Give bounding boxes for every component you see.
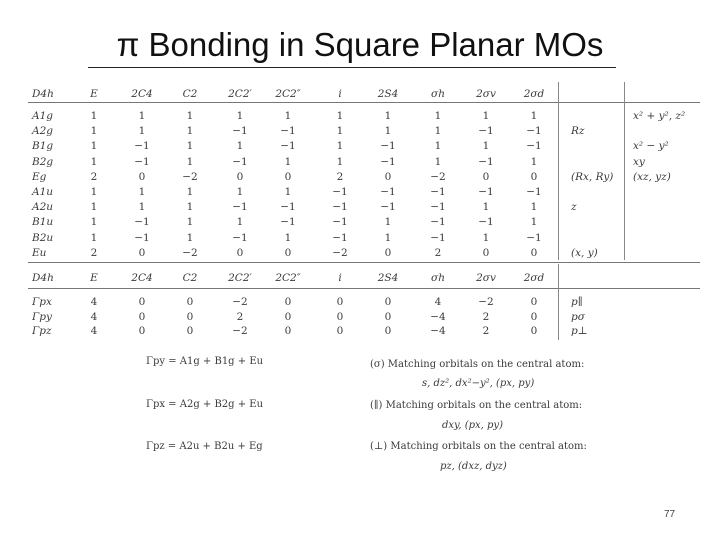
character-value: −1 xyxy=(280,125,296,138)
character-value: −2 xyxy=(182,170,198,183)
reducible-value: 4 xyxy=(90,296,98,308)
character-value: −1 xyxy=(332,201,348,214)
irrep-label: B2u xyxy=(32,231,54,244)
character-value: 2 xyxy=(90,170,98,183)
character-value: 1 xyxy=(434,155,442,168)
character-value: −1 xyxy=(232,155,248,168)
reducible-header-cell: D4h xyxy=(32,272,54,284)
character-value: −1 xyxy=(526,186,542,198)
table-divider xyxy=(558,264,559,340)
character-value: 1 xyxy=(434,140,442,153)
character-value: 0 xyxy=(138,246,146,259)
character-value: 0 xyxy=(284,246,292,259)
quadratic-function: (xz, yz) xyxy=(633,170,671,183)
reducible-value: 0 xyxy=(384,296,392,308)
reducible-value: 0 xyxy=(530,296,538,308)
reducible-value: 0 xyxy=(384,310,392,323)
reducible-value: 4 xyxy=(90,325,98,337)
character-value: 1 xyxy=(284,186,292,198)
irrep-label: B1u xyxy=(32,216,54,229)
character-value: 0 xyxy=(236,170,244,183)
table-header-cell: 2C2′ xyxy=(228,88,252,100)
character-value: −1 xyxy=(526,140,542,153)
character-value: 1 xyxy=(186,110,194,122)
character-value: −1 xyxy=(380,201,396,214)
character-value: 1 xyxy=(186,140,194,153)
character-value: 1 xyxy=(138,125,146,138)
character-value: 0 xyxy=(284,170,292,183)
character-value: 1 xyxy=(530,216,538,229)
character-value: −1 xyxy=(478,186,494,198)
character-value: 0 xyxy=(236,246,244,259)
character-value: −1 xyxy=(478,155,494,168)
character-value: 1 xyxy=(90,125,98,138)
character-value: 2 xyxy=(336,170,344,183)
reducible-value: 0 xyxy=(336,296,344,308)
reducible-label: Γpx xyxy=(32,296,52,308)
table-header-cell: 2S4 xyxy=(377,88,399,100)
reducible-header-cell: 2S4 xyxy=(377,272,399,284)
character-value: 1 xyxy=(186,186,194,198)
reduction-2-orbitals: dxy, (px, py) xyxy=(442,420,503,431)
reducible-value: 0 xyxy=(138,310,146,323)
character-value: 1 xyxy=(186,125,194,138)
reducible-header-cell: i xyxy=(338,272,342,284)
title-underline xyxy=(88,67,616,68)
orbital-type: pσ xyxy=(571,310,585,323)
irrep-label: Eg xyxy=(32,170,47,183)
table-rule xyxy=(28,262,700,263)
reducible-value: −2 xyxy=(232,296,248,308)
character-value: 0 xyxy=(530,170,538,183)
character-value: 1 xyxy=(336,140,344,153)
orbital-type: p⊥ xyxy=(571,325,588,337)
character-value: −1 xyxy=(280,201,296,214)
reducible-value: 0 xyxy=(336,310,344,323)
reduction-1-formula xyxy=(146,356,263,367)
character-value: 1 xyxy=(186,216,194,229)
character-value: 1 xyxy=(384,110,392,122)
character-value: 1 xyxy=(236,216,244,229)
reducible-value: 0 xyxy=(336,325,344,337)
irrep-label: A1g xyxy=(32,110,53,122)
reducible-value: 2 xyxy=(236,310,244,323)
character-value: 0 xyxy=(482,170,490,183)
character-value: −1 xyxy=(526,125,542,138)
reducible-value: 2 xyxy=(482,325,490,337)
table-header-cell: 2σd xyxy=(523,88,545,100)
reducible-header-cell: 2C4 xyxy=(131,272,153,284)
character-value: 1 xyxy=(90,216,98,229)
irrep-label: A2u xyxy=(32,201,54,214)
character-value: 1 xyxy=(138,186,146,198)
character-value: −1 xyxy=(280,140,296,153)
character-value: 1 xyxy=(186,231,194,244)
character-value: 1 xyxy=(434,110,442,122)
character-value: −1 xyxy=(232,201,248,214)
character-value: −1 xyxy=(332,216,348,229)
character-value: −1 xyxy=(430,186,446,198)
reducible-header-cell: 2σv xyxy=(476,272,496,284)
character-value: 1 xyxy=(138,201,146,214)
reducible-value: −2 xyxy=(232,325,248,337)
reduction-rhs: = A2u + B2u + Eg xyxy=(167,441,263,452)
character-value: −1 xyxy=(430,231,446,244)
reducible-label: Γpy xyxy=(32,310,52,323)
character-value: 1 xyxy=(236,140,244,153)
quadratic-function: xy xyxy=(633,155,645,168)
character-value: 1 xyxy=(90,201,98,214)
character-value: 1 xyxy=(90,231,98,244)
table-divider xyxy=(558,82,559,260)
reducible-label: Γpz xyxy=(32,325,52,337)
character-value: 0 xyxy=(384,246,392,259)
reducible-value: 0 xyxy=(284,325,292,337)
character-value: −1 xyxy=(478,216,494,229)
character-value: 0 xyxy=(138,170,146,183)
table-header-cell: 2C4 xyxy=(131,88,153,100)
reducible-header-cell: σh xyxy=(431,272,445,284)
character-value: −1 xyxy=(134,231,150,244)
character-value: −1 xyxy=(430,216,446,229)
table-rule xyxy=(28,288,700,289)
table-header-cell: 2σv xyxy=(476,88,496,100)
reducible-header-cell: E xyxy=(90,272,98,284)
character-value: 2 xyxy=(434,246,442,259)
character-value: −1 xyxy=(380,140,396,153)
reduction-rhs: = A1g + B1g + Eu xyxy=(168,356,264,367)
character-value: 1 xyxy=(530,110,538,122)
reducible-value: 0 xyxy=(384,325,392,337)
character-value: −1 xyxy=(280,216,296,229)
quadratic-function: x² − y² xyxy=(633,140,669,153)
reduction-2-formula xyxy=(146,399,263,410)
character-value: 1 xyxy=(530,155,538,168)
linear-function: (x, y) xyxy=(571,246,598,259)
linear-function: (Rx, Ry) xyxy=(571,170,614,183)
reduction-3-orbitals: pz, (dxz, dyz) xyxy=(440,461,507,472)
character-value: 1 xyxy=(434,125,442,138)
character-value: 0 xyxy=(384,170,392,183)
character-value: 1 xyxy=(482,140,490,153)
character-value: 1 xyxy=(384,231,392,244)
reducible-value: 0 xyxy=(138,325,146,337)
character-value: 1 xyxy=(138,110,146,122)
reduction-lhs: Γpy xyxy=(146,356,165,367)
character-value: 1 xyxy=(186,155,194,168)
character-value: 1 xyxy=(90,140,98,153)
character-value: −1 xyxy=(134,140,150,153)
character-value: 1 xyxy=(186,201,194,214)
character-value: −1 xyxy=(134,155,150,168)
character-value: 1 xyxy=(236,186,244,198)
reducible-value: 0 xyxy=(530,310,538,323)
linear-function: z xyxy=(571,201,577,214)
reducible-value: 0 xyxy=(284,310,292,323)
table-divider xyxy=(624,82,625,260)
character-value: 1 xyxy=(90,110,98,122)
table-header-cell: C2 xyxy=(182,88,198,100)
reduction-2-heading: (∥) Matching orbitals on the central atom: xyxy=(370,400,583,411)
character-value: −1 xyxy=(430,201,446,214)
reducible-header-cell: 2C2″ xyxy=(275,272,301,284)
character-value: 0 xyxy=(482,246,490,259)
slide-title: π Bonding in Square Planar MOs xyxy=(116,26,604,63)
reducible-value: 4 xyxy=(434,296,442,308)
reducible-value: 2 xyxy=(482,310,490,323)
character-value: 2 xyxy=(90,246,98,259)
character-value: −1 xyxy=(332,231,348,244)
character-value: 1 xyxy=(482,231,490,244)
reducible-value: −4 xyxy=(430,325,446,337)
table-header-cell: D4h xyxy=(32,88,54,100)
reduction-rhs: = A2g + B2g + Eu xyxy=(168,399,264,410)
character-value: −1 xyxy=(232,125,248,138)
character-value: −1 xyxy=(526,231,542,244)
irrep-label: A2g xyxy=(32,125,53,138)
reducible-value: 0 xyxy=(138,296,146,308)
character-value: 1 xyxy=(284,155,292,168)
reduction-1-heading: (σ) Matching orbitals on the central atom: xyxy=(370,359,585,370)
character-value: 1 xyxy=(384,216,392,229)
quadratic-function: x² + y², z² xyxy=(633,110,686,122)
reducible-header-cell: C2 xyxy=(182,272,198,284)
table-header-cell: E xyxy=(90,88,98,100)
page-number: 77 xyxy=(664,509,676,520)
reduction-3-heading: (⊥) Matching orbitals on the central atom: xyxy=(370,441,587,452)
reducible-value: 0 xyxy=(284,296,292,308)
character-value: −2 xyxy=(430,170,446,183)
character-value: 1 xyxy=(236,110,244,122)
character-value: 1 xyxy=(482,110,490,122)
reduction-lhs: Γpx xyxy=(146,399,165,410)
reducible-value: 0 xyxy=(186,296,194,308)
character-value: 1 xyxy=(336,125,344,138)
character-value: 1 xyxy=(284,231,292,244)
reducible-header-cell: 2C2′ xyxy=(228,272,252,284)
irrep-label: A1u xyxy=(32,186,54,198)
reducible-value: −4 xyxy=(430,310,446,323)
linear-function: Rz xyxy=(571,125,585,138)
irrep-label: B2g xyxy=(32,155,54,168)
character-value: 1 xyxy=(90,186,98,198)
irrep-label: Eu xyxy=(32,246,47,259)
reducible-value: −2 xyxy=(478,296,494,308)
table-header-cell: i xyxy=(338,88,342,100)
character-value: −1 xyxy=(380,155,396,168)
table-rule xyxy=(28,102,700,103)
orbital-type: p∥ xyxy=(571,296,583,308)
character-value: 1 xyxy=(336,155,344,168)
reducible-value: 4 xyxy=(90,310,98,323)
character-value: 1 xyxy=(384,125,392,138)
character-value: 1 xyxy=(482,201,490,214)
reducible-value: 0 xyxy=(530,325,538,337)
reduction-3-formula xyxy=(146,441,263,452)
reducible-value: 0 xyxy=(186,310,194,323)
irrep-label: B1g xyxy=(32,140,54,153)
table-header-cell: σh xyxy=(431,88,445,100)
character-value: −1 xyxy=(232,231,248,244)
reducible-header-cell: 2σd xyxy=(523,272,545,284)
character-table xyxy=(28,82,700,347)
character-value: −2 xyxy=(332,246,348,259)
character-value: 1 xyxy=(530,201,538,214)
character-value: 0 xyxy=(530,246,538,259)
character-value: 1 xyxy=(90,155,98,168)
character-value: −1 xyxy=(134,216,150,229)
character-value: 1 xyxy=(284,110,292,122)
reduction-lhs: Γpz xyxy=(146,441,165,452)
character-value: −2 xyxy=(182,246,198,259)
character-value: −1 xyxy=(332,186,348,198)
character-value: −1 xyxy=(380,186,396,198)
reduction-1-orbitals: s, dz², dx²−y², (px, py) xyxy=(422,378,535,389)
table-header-cell: 2C2″ xyxy=(275,88,301,100)
reducible-value: 0 xyxy=(186,325,194,337)
character-value: −1 xyxy=(478,125,494,138)
character-value: 1 xyxy=(336,110,344,122)
